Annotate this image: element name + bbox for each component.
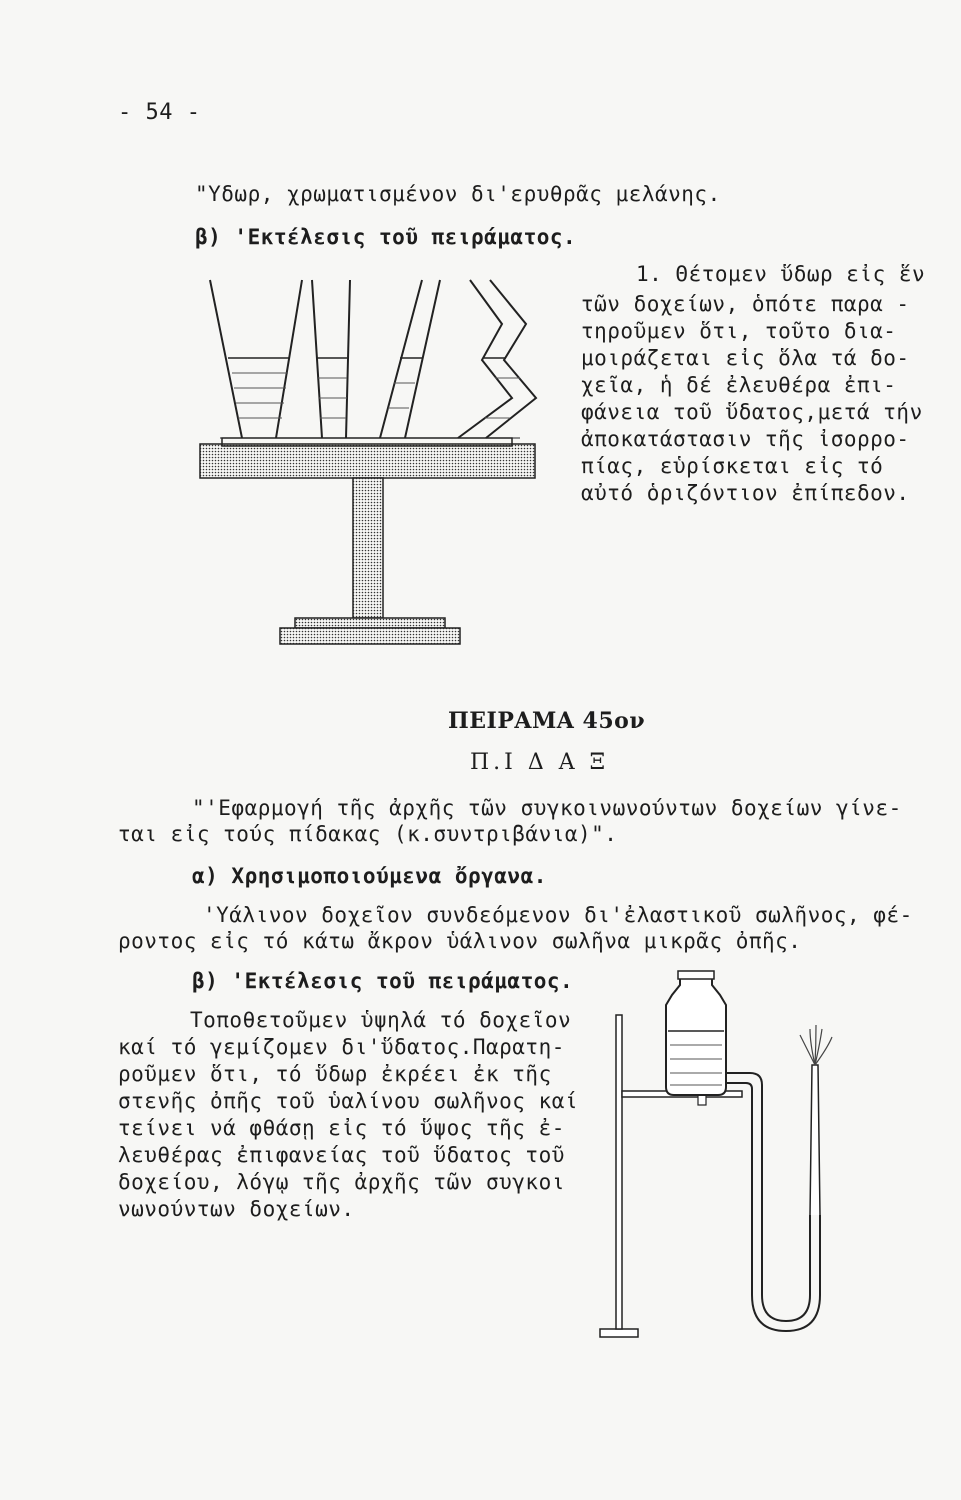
paragraph-line: αὐτό ὁριζόντιον ἐπίπεδον. <box>581 481 910 505</box>
procedure-line: δοχείου, λόγῳ τῆς ἀρχῆς τῶν συγκοι <box>118 1170 565 1194</box>
procedure-line: καί τό γεμίζομεν δι'ὕδατος.Παρατη- <box>118 1035 565 1059</box>
fountain-apparatus-figure <box>590 965 860 1355</box>
paragraph-line: χεῖα, ἡ δέ ἐλευθέρα ἐπι- <box>581 373 897 397</box>
experiment-subtitle: Π.Ι Δ Α Ξ <box>470 750 610 775</box>
procedure-line: τείνει νά φθάσῃ εἰς τό ὕψος τῆς ἐ- <box>118 1116 565 1140</box>
instruments-line: ροντος εἰς τό κάτω ἄκρον ὑάλινον σωλῆνα μικρᾶς ὀπῆς. <box>118 929 802 953</box>
intro-line: "'Εφαρμογή τῆς ἀρχῆς τῶν συγκοινωνούντων δοχείων γίνε- <box>192 796 902 820</box>
intro-line: ται εἰς τούς πίδακας (κ.συντριβάνια)". <box>118 822 618 846</box>
procedure-line: νωνούντων δοχείων. <box>118 1197 355 1221</box>
experiment-title: ΠΕΙΡΑΜΑ 45ον <box>448 708 646 734</box>
paragraph-line: 1. Θέτομεν ὕδωρ εἰς ἕν <box>636 262 926 286</box>
section-heading-a: α) Χρησιμοποιούμενα ὄργανα. <box>192 864 547 888</box>
paragraph-line: φάνεια τοῦ ὕδατος,μετά τήν <box>581 400 923 424</box>
section-heading-b: β) 'Εκτέλεσις τοῦ πειράματος. <box>195 225 577 249</box>
paragraph-line: πίας, εὑρίσκεται εἰς τό <box>581 454 884 478</box>
paragraph-line: μοιράζεται εἰς ὅλα τά δο- <box>581 346 910 370</box>
procedure-line: ροῦμεν ὅτι, τό ὕδωρ ἐκρέει ἐκ τῆς <box>118 1062 552 1086</box>
communicating-vessels-figure <box>190 258 580 658</box>
section-heading-b2: β) 'Εκτέλεσις τοῦ πειράματος. <box>192 969 574 993</box>
paragraph-line: τῶν δοχείων, ὁπότε παρα - <box>581 292 910 316</box>
procedure-line: Τοποθετοῦμεν ὑψηλά τό δοχεῖον <box>190 1008 572 1032</box>
procedure-line: στενῆς ὀπῆς τοῦ ὑαλίνου σωλῆνος καί <box>118 1089 579 1113</box>
paragraph-line: ἀποκατάστασιν τῆς ἰσορρο- <box>581 427 910 451</box>
procedure-line: λευθέρας ἐπιφανείας τοῦ ὕδατος τοῦ <box>118 1143 565 1167</box>
paragraph-line: τηροῦμεν ὅτι, τοῦτο δια- <box>581 319 897 343</box>
instruments-line: 'Υάλινον δοχεῖον συνδεόμενον δι'ἐλαστικοῦ σωλῆνος, φέ- <box>203 903 913 927</box>
page-number: - 54 - <box>118 100 201 125</box>
text-line: "Υδωρ, χρωματισμένον δι'ερυθρᾶς μελάνης. <box>195 182 721 206</box>
